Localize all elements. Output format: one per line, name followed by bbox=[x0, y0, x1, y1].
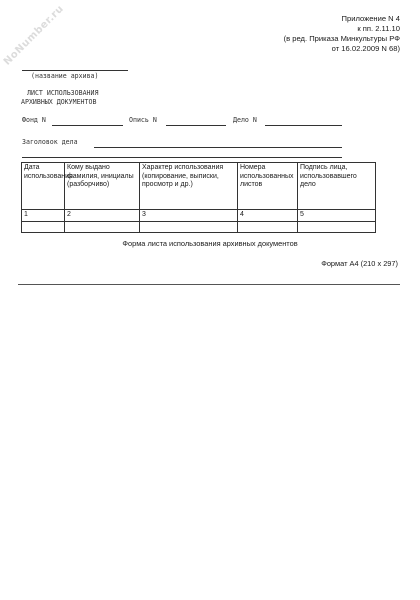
archive-name-caption: (название архива) bbox=[31, 72, 99, 80]
opis-label: Опись N bbox=[129, 116, 157, 124]
form-title-line-1: ЛИСТ ИСПОЛЬЗОВАНИЯ bbox=[27, 89, 99, 97]
header-issued-to: Кому выдано фамилия, инициалы (разборчиво) bbox=[65, 163, 140, 210]
table-cell bbox=[298, 221, 376, 232]
appendix-block bbox=[284, 14, 400, 54]
table-cell bbox=[65, 221, 140, 232]
usage-table bbox=[21, 162, 376, 233]
fond-opis-delo-row bbox=[22, 116, 342, 128]
column-number: 4 bbox=[238, 210, 298, 222]
column-number: 1 bbox=[22, 210, 65, 222]
case-title-row bbox=[22, 138, 342, 150]
appendix-line-1: Приложение N 4 bbox=[341, 14, 400, 23]
column-number: 3 bbox=[140, 210, 238, 222]
archive-name-line bbox=[22, 70, 128, 71]
table-cell bbox=[238, 221, 298, 232]
opis-number-line bbox=[166, 125, 226, 126]
form-caption: Форма листа использования архивных документов bbox=[122, 239, 298, 248]
case-title-line bbox=[94, 147, 342, 148]
table-cell bbox=[22, 221, 65, 232]
table-row bbox=[22, 221, 376, 232]
fond-label: Фонд N bbox=[22, 116, 46, 124]
format-note: Формат А4 (210 x 297) bbox=[321, 259, 398, 268]
watermark: NoNumber.ru bbox=[1, 3, 67, 68]
appendix-line-3: (в ред. Приказа Минкультуры РФ bbox=[283, 34, 400, 43]
case-title-line-2 bbox=[22, 157, 342, 158]
case-title-label: Заголовок дела bbox=[22, 138, 78, 146]
header-date: Дата использования bbox=[22, 163, 65, 210]
column-number: 5 bbox=[298, 210, 376, 222]
bottom-divider bbox=[18, 284, 400, 285]
header-signature: Подпись лица, использовавшего дело bbox=[298, 163, 376, 210]
header-sheet-numbers: Номера использованных листов bbox=[238, 163, 298, 210]
header-usage-type: Характер использования (копирование, выписки, просмотр и др.) bbox=[140, 163, 238, 210]
appendix-line-4: от 16.02.2009 N 68) bbox=[331, 44, 400, 53]
delo-number-line bbox=[265, 125, 342, 126]
table-cell bbox=[140, 221, 238, 232]
form-title-line-2: АРХИВНЫХ ДОКУМЕНТОВ bbox=[21, 98, 97, 106]
table-number-row bbox=[22, 210, 376, 222]
appendix-line-2: к пп. 2.11.10 bbox=[357, 24, 400, 33]
fond-number-line bbox=[52, 125, 123, 126]
table-header-row bbox=[22, 163, 376, 210]
column-number: 2 bbox=[65, 210, 140, 222]
delo-label: Дело N bbox=[233, 116, 257, 124]
